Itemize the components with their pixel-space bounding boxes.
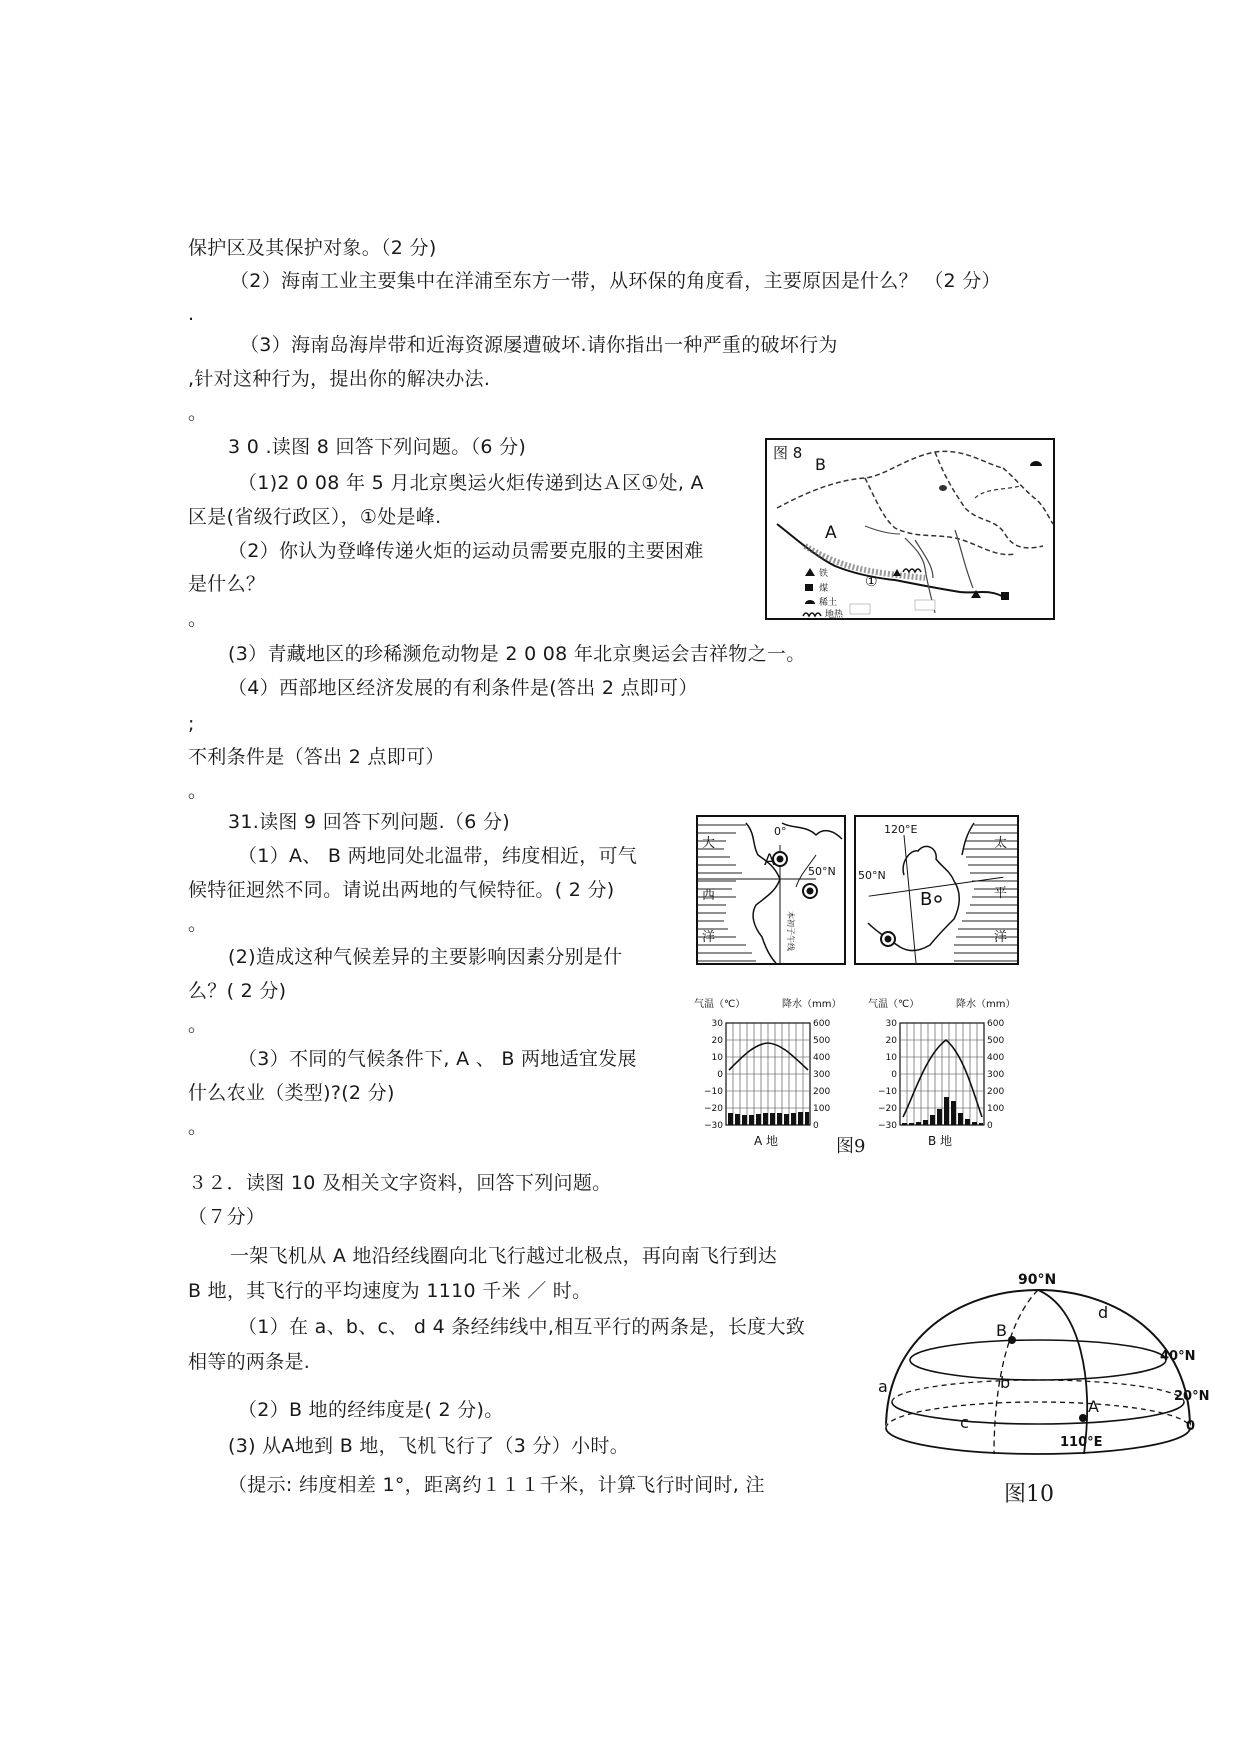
temp-tick: 30 [711,1019,723,1029]
text-line: 候特征迥然不同。请说出两地的气候特征。( 2 分) [188,879,615,901]
text-line: B 地，其飞行的平均速度为 1110 千米 ／ 时。 [188,1280,592,1302]
precip-axis-title: 降水（mm） [782,999,842,1010]
line-b-label: b [1000,1373,1011,1392]
line-a-label: a [878,1377,888,1396]
figure-9-map-right [854,815,1019,965]
chart-b-label: B 地 [928,1134,953,1148]
text-line: ,针对这种行为，提出你的解决办法. [188,368,491,390]
question-30-heading: 3 0 .读图 8 回答下列问题。（6 分) [228,436,527,458]
legend-rare-earth: 稀土 [819,598,838,608]
precip-tick: 300 [813,1070,831,1080]
equator-label: 0 [1186,1419,1196,1434]
text-line: 。 [188,913,208,935]
precip-tick: 300 [987,1070,1005,1080]
text-line: 什么农业（类型)?(2 分) [188,1082,395,1104]
text-line: 不利条件是（答出 2 点即可） [188,746,445,768]
text-line: 。 [188,1116,208,1138]
figure-10-caption: 图10 [1004,1482,1054,1507]
precip-tick: 400 [987,1053,1005,1063]
legend-coal: 煤 [819,584,829,594]
text-line: （4）西部地区经济发展的有利条件是(答出 2 点即可） [228,677,698,699]
temp-tick: 10 [711,1053,723,1063]
temp-tick: 30 [885,1019,897,1029]
text-line: 相等的两条是. [188,1351,311,1373]
text-line: 一架飞机从 A 地沿经线圈向北飞行越过北极点，再向南飞行到达 [230,1245,778,1267]
ocean-label: 洋 [994,930,1008,945]
precip-tick: 500 [987,1036,1005,1046]
region-a-label: A [825,523,837,543]
precip-tick: 100 [987,1104,1005,1114]
text-line: ; [188,713,195,735]
text-line: （2）海南工业主要集中在洋浦至东方一带，从环保的角度看，主要原因是什么？ （2 分） [230,270,1001,292]
precip-tick: 600 [813,1019,831,1029]
figure-9-climate-chart-a [692,995,847,1155]
precip-tick: 600 [987,1019,1005,1029]
figure-8-map [765,438,1055,620]
prime-meridian-label: 本初子午线 [786,911,795,951]
text-line: （2）你认为登峰传递火炬的运动员需要克服的主要困难 [228,540,704,562]
temp-tick: −10 [704,1087,723,1097]
text-line: . [188,303,195,325]
text-line: 。 [188,780,208,802]
region-b-label: B [815,455,826,474]
point-a-label: A [1088,1397,1099,1416]
text-line: (3) 从A地到 B 地，飞机飞行了（3 分）小时。 [228,1435,629,1457]
temp-axis-title: 气温（℃） [868,999,920,1010]
precip-axis-title: 降水（mm） [956,999,1016,1010]
text-line: (3）青藏地区的珍稀濒危动物是 2 0 08 年北京奥运会吉祥物之一。 [228,643,806,665]
text-line: （1）A、 B 两地同处北温带，纬度相近，可气 [238,845,638,867]
temp-tick: −30 [704,1121,723,1131]
legend-iron: 铁 [819,569,829,579]
temp-tick: −20 [704,1104,723,1114]
precip-tick: 500 [813,1036,831,1046]
ocean-label: 太 [994,836,1008,851]
question-31-heading: 31.读图 9 回答下列问题.（6 分) [228,811,510,833]
temp-tick: −10 [878,1087,897,1097]
latitude-label: 50°N [858,869,886,882]
text-line: （2）B 地的经纬度是( 2 分)。 [238,1399,504,1421]
precip-tick: 0 [987,1121,993,1131]
lat20-label: 20°N [1174,1389,1210,1404]
temp-axis-title: 气温（℃） [694,999,746,1010]
figure-9-climate-chart-b [866,995,1021,1155]
precip-tick: 100 [813,1104,831,1114]
longitude-label: 0° [774,825,787,838]
ocean-label: 大 [702,836,716,851]
text-line: （3）海南岛海岸带和近海资源屡遭破坏.请你指出一种严重的破坏行为 [240,334,838,356]
temp-tick: −20 [878,1104,897,1114]
text-line: (2)造成这种气候差异的主要影响因素分别是什 [228,946,623,968]
ocean-label: 洋 [702,930,716,945]
figure-10-hemisphere [870,1268,1210,1508]
temp-tick: 0 [717,1070,723,1080]
text-line: （1)2 0 08 年 5 月北京奥运火炬传递到达Ａ区①处, A [238,472,704,494]
precip-tick: 400 [813,1053,831,1063]
text-line: （1）在 a、b、c、 d 4 条经纬线中,相互平行的两条是，长度大致 [238,1316,806,1338]
temp-tick: −30 [878,1121,897,1131]
ocean-label: 西 [702,888,716,903]
longitude-label: 120°E [884,823,918,836]
text-line: 保护区及其保护对象。（2 分) [188,237,437,259]
point-a-label: A [764,850,775,869]
longitude-label: 110°E [1060,1435,1103,1450]
figure-9-map-left [696,815,846,965]
precip-tick: 200 [987,1087,1005,1097]
point-b-label: B [996,1321,1007,1340]
text-line: （3）不同的气候条件下, A 、 B 两地适宜发展 [238,1048,637,1070]
latitude-label: 50°N [808,865,836,878]
text-line: （７分） [188,1206,266,1228]
chart-a-label: A 地 [754,1134,779,1148]
temp-tick: 20 [885,1036,897,1046]
text-line: （提示: 纬度相差 1°，距离约１１１千米，计算飞行时间时, 注 [228,1474,765,1496]
temp-tick: 0 [891,1070,897,1080]
figure-8-caption: 图 8 [773,444,803,462]
text-line: 么？( 2 分) [188,980,287,1002]
text-line: 是什么？ [188,573,266,595]
text-line: 。 [188,608,208,630]
temp-tick: 20 [711,1036,723,1046]
text-line: 区是(省级行政区），①处是峰. [188,506,442,528]
point-1-label: ① [865,574,878,590]
line-d-label: d [1098,1303,1109,1322]
line-c-label: c [960,1413,969,1432]
lat40-label: 40°N [1160,1349,1196,1364]
text-line: 。 [188,402,208,424]
point-b-label: B [920,889,933,910]
question-32-heading: ３２．读图 10 及相关文字资料，回答下列问题。 [188,1172,612,1194]
precip-tick: 200 [813,1087,831,1097]
pole-label: 90°N [1018,1272,1057,1288]
legend-geothermal: 地热 [825,610,844,620]
figure-9-caption: 图9 [836,1136,866,1157]
temp-tick: 10 [885,1053,897,1063]
ocean-label: 平 [994,886,1008,901]
precip-tick: 0 [813,1121,819,1131]
text-line: 。 [188,1014,208,1036]
